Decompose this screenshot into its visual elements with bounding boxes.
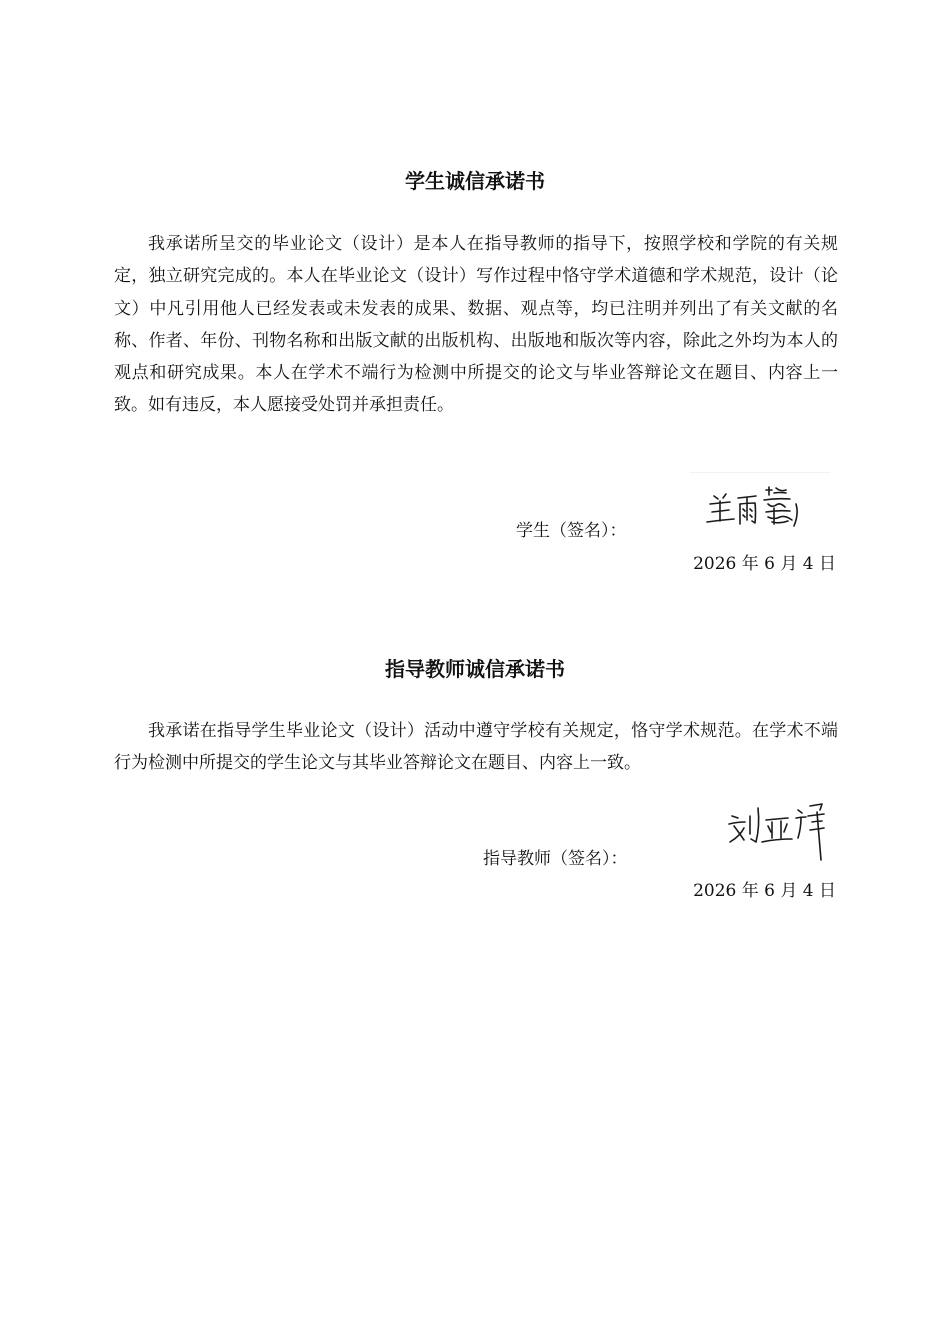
student-pledge-date: 2026 年 6 月 4 日 bbox=[693, 554, 836, 574]
student-pledge-body: 我承诺所呈交的毕业论文（设计）是本人在指导教师的指导下，按照学校和学院的有关规定，独立研究完成的。本人在毕业论文（设计）写作过程中恪守学术道德和学术规范，设计（论文）中凡引用他人已经发表或未发表的成果、数据、观点等，均已注明并列出了有关文献的名称、作者、年份、刊物名称和出版文献的出版机构、出版地和版次等内容，除此之外均为本人的观点和研究成果。本人在学术不端行为检测中所提交的论文与毕业答辩论文在题目、内容上一致。如有违反，本人愿接受处罚并承担责任。 bbox=[114, 234, 838, 416]
advisor-pledge-body: 我承诺在指导学生毕业论文（设计）活动中遵守学校有关规定，恪守学术规范。在学术不端行为检测中所提交的学生论文与其毕业答辩论文在题目、内容上一致。 bbox=[114, 721, 838, 774]
signature-area-divider bbox=[690, 472, 830, 473]
advisor-pledge-title: 指导教师诚信承诺书 bbox=[385, 657, 565, 681]
student-pledge-title: 学生诚信承诺书 bbox=[405, 169, 545, 193]
student-signature-label: 学生（签名）： bbox=[516, 521, 627, 541]
advisor-signature-label: 指导教师（签名）： bbox=[483, 849, 628, 869]
advisor-pledge-date: 2026 年 6 月 4 日 bbox=[693, 881, 836, 901]
advisor-signature-image bbox=[726, 800, 836, 866]
student-signature-image bbox=[704, 484, 804, 530]
